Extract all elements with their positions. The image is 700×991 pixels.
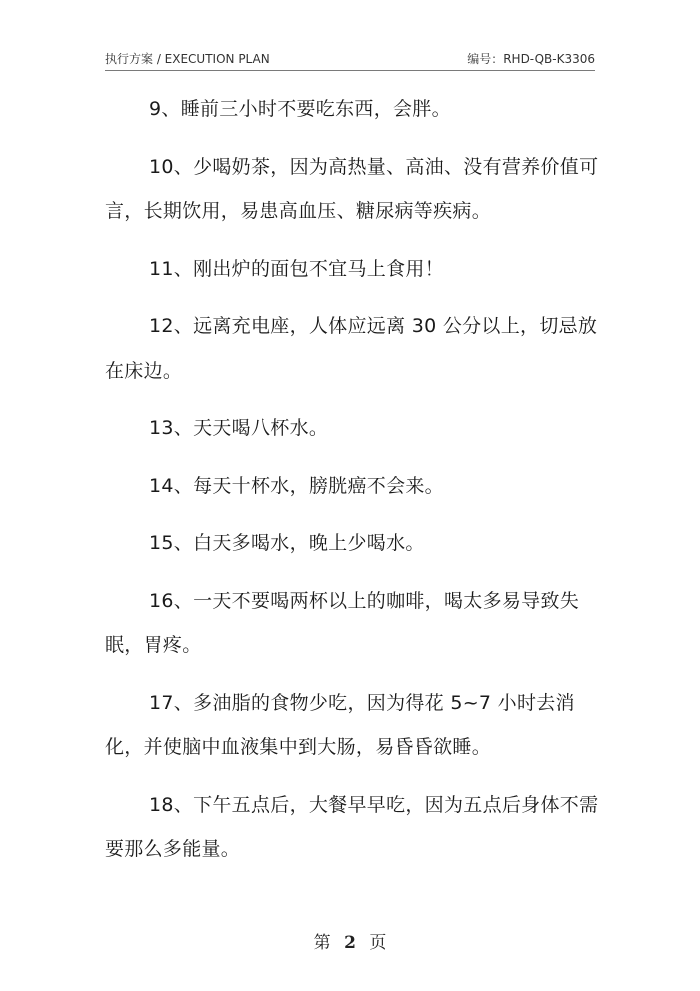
paragraph-item-15: 15、白天多喝水，晚上少喝水。 (149, 532, 425, 554)
page-footer (0, 928, 700, 953)
paragraph-item-14: 14、每天十杯水，膀胱癌不会来。 (149, 474, 444, 497)
paragraph-item-9: 9、睡前三小时不要吃东西，会胖。 (149, 98, 451, 120)
paragraph-item-12: 12、远离充电座，人体应远离 30 公分以上，切忌放在床边。 (105, 315, 598, 382)
paragraph-item-16: 16、一天不要喝两杯以上的咖啡，喝太多易导致失眠，胃疼。 (105, 589, 580, 656)
paragraph-item-13: 13、天天喝八杯水。 (149, 417, 329, 439)
paragraph-item-10: 10、少喝奶茶，因为高热量、高油、没有营养价值可言，长期饮用，易患高血压、糖尿病等疾病。 (105, 155, 599, 222)
document-number: 编号：RHD-QB-K3306 (467, 52, 595, 66)
header-title: 执行方案 / EXECUTION PLAN (105, 52, 270, 66)
paragraph-item-17: 17、多油脂的食物少吃，因为得花 5~7 小时去消化，并使脑中血液集中到大肠，易昏昏欲睡。 (105, 691, 575, 758)
document-body (105, 87, 605, 885)
paragraph-item-11: 11、刚出炉的面包不宜马上食用！ (149, 257, 444, 280)
page-label-suffix: 页 (369, 933, 387, 953)
page-header (105, 46, 595, 71)
paragraph-item-18: 18、下午五点后，大餐早早吃，因为五点后身体不需要那么多能量。 (105, 793, 599, 860)
page-label-prefix: 第 (313, 933, 331, 953)
page-number: 2 (344, 933, 356, 953)
